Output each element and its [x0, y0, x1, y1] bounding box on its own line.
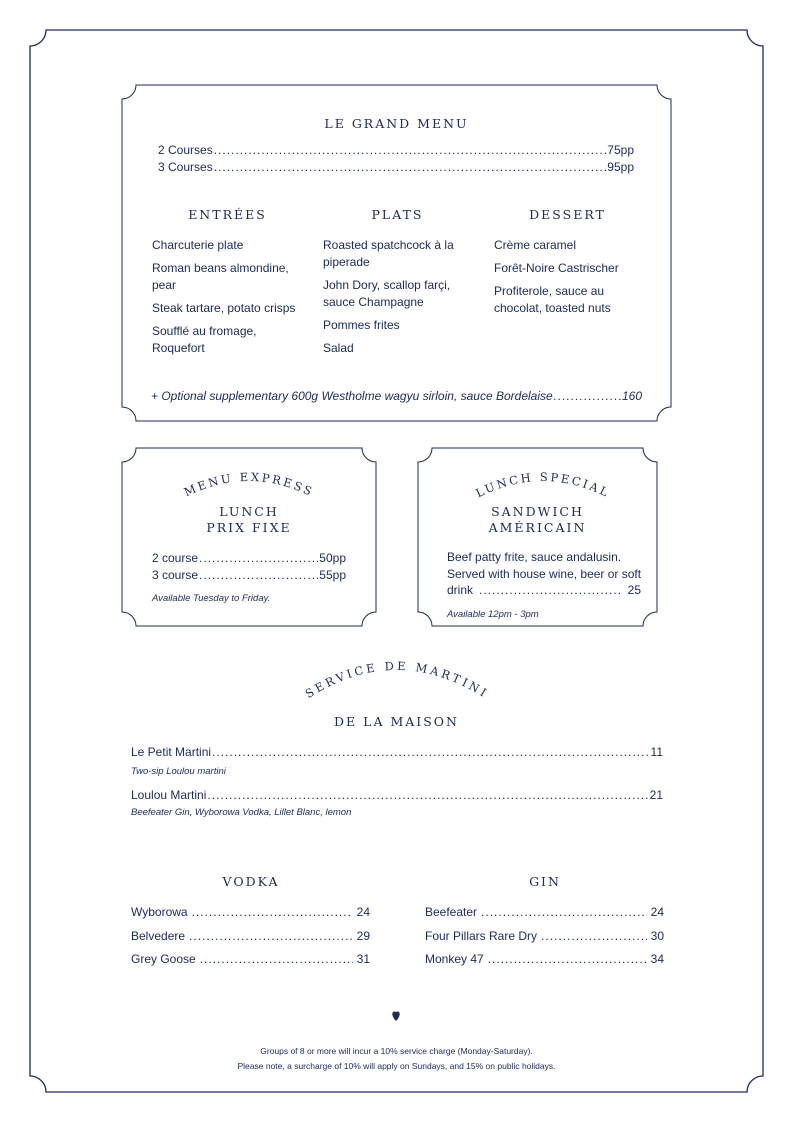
- menu-item: Charcuterie plate: [152, 238, 244, 252]
- footer-line: Groups of 8 or more will incur a 10% service charge (Monday-Saturday).: [260, 1046, 533, 1056]
- grand-menu-title: LE GRAND MENU: [324, 116, 469, 131]
- menu-item: Roman beans almondine, pear: [152, 261, 289, 292]
- description-line: drink: [447, 583, 474, 597]
- dot-leader: [214, 143, 607, 157]
- martini-item-desc: Two-sip Loulou martini: [131, 766, 226, 777]
- dot-leader: [207, 788, 648, 802]
- lunch-special-title: [418, 504, 657, 536]
- menu-item: Roasted spatchcock à la piperade: [323, 238, 454, 269]
- dot-leader: [192, 905, 353, 919]
- plats-list: [323, 237, 473, 363]
- supplement-label: + Optional supplementary 600g Westholme wagyu sirloin, sauce Bordelaise: [151, 389, 553, 403]
- lunch-special-price-line: [447, 583, 641, 597]
- express-arc-title: MENU EXPRESS: [181, 469, 317, 500]
- lunch-special-description: [447, 549, 641, 583]
- section-heading-entrees: ENTRÉES: [188, 207, 267, 222]
- gin-item: [425, 952, 664, 966]
- price-line-3-courses: [158, 160, 634, 174]
- lunch-special-title-line1: SANDWICH: [491, 504, 584, 519]
- price-value: 25: [627, 583, 641, 597]
- express-price-2-course: [152, 551, 346, 565]
- dot-leader: [200, 952, 353, 966]
- gin-item: [425, 905, 664, 919]
- vodka-heading: VODKA: [222, 874, 280, 889]
- martini-item: [131, 788, 663, 802]
- item-name: Le Petit Martini: [131, 745, 212, 759]
- item-name: Beefeater: [425, 905, 478, 919]
- price-value: 55pp: [319, 568, 346, 582]
- lunch-special-note: Available 12pm - 3pm: [447, 609, 539, 620]
- section-heading-plats: PLATS: [371, 207, 424, 222]
- item-name: Wyborowa: [131, 905, 188, 919]
- supplement-line: [151, 389, 642, 403]
- price-label: 2 Courses: [158, 143, 213, 157]
- dot-leader: [479, 583, 622, 597]
- entrees-list: [152, 237, 302, 363]
- dot-leader: [481, 905, 647, 919]
- vodka-item: [131, 905, 370, 919]
- vodka-item: [131, 952, 370, 966]
- express-title-line2: PRIX FIXE: [206, 520, 292, 535]
- item-price: 24: [356, 905, 370, 919]
- menu-item: Profiterole, sauce au chocolat, toasted nuts: [494, 284, 611, 315]
- menu-item: Soufflé au fromage, Roquefort: [152, 324, 257, 355]
- martini-item: [131, 745, 663, 759]
- item-price: 21: [649, 788, 663, 802]
- item-price: 29: [356, 929, 370, 943]
- price-label: 3 course: [152, 568, 199, 582]
- express-price-3-course: [152, 568, 346, 582]
- gin-heading: GIN: [529, 874, 561, 889]
- item-price: 30: [650, 929, 664, 943]
- express-title-line1: LUNCH: [219, 504, 279, 519]
- footer-notes: [0, 1044, 793, 1074]
- dot-leader: [212, 745, 649, 759]
- price-label: 2 course: [152, 551, 199, 565]
- dot-leader: [214, 160, 607, 174]
- item-name: Belvedere: [131, 929, 186, 943]
- description-line: Beef patty frite, sauce andalusin.: [447, 550, 622, 564]
- menu-item: Steak tartare, potato crisps: [152, 301, 296, 315]
- menu-item: John Dory, scallop farçi, sauce Champagne: [323, 278, 451, 309]
- item-price: 34: [650, 952, 664, 966]
- menu-item: Pommes frites: [323, 318, 400, 332]
- dot-leader: [488, 952, 647, 966]
- dot-leader: [199, 568, 318, 582]
- express-title: [122, 504, 376, 536]
- gin-item: [425, 929, 664, 943]
- price-value: 95pp: [607, 160, 634, 174]
- martini-subtitle: DE LA MAISON: [334, 714, 459, 729]
- item-price: 24: [650, 905, 664, 919]
- item-name: Loulou Martini: [131, 788, 207, 802]
- lunch-special-arc-title: LUNCH SPECIAL: [473, 469, 613, 501]
- dessert-list: [494, 237, 644, 323]
- description-line: Served with house wine, beer or soft: [447, 567, 642, 581]
- dot-leader: [189, 929, 353, 943]
- menu-item: Salad: [323, 341, 354, 355]
- lunch-special-title-line2: AMÉRICAIN: [488, 520, 587, 535]
- footer-line: Please note, a surcharge of 10% will apply on Sundays, and 15% on public holidays.: [237, 1061, 556, 1071]
- express-note: Available Tuesday to Friday.: [152, 593, 271, 604]
- menu-item: Forêt-Noire Castrischer: [494, 261, 619, 275]
- dot-leader: [541, 929, 647, 943]
- item-name: Grey Goose: [131, 952, 196, 966]
- section-heading-dessert: DESSERT: [529, 207, 606, 222]
- item-price: 31: [356, 952, 370, 966]
- price-value: 50pp: [319, 551, 346, 565]
- price-label: 3 Courses: [158, 160, 213, 174]
- price-line-2-courses: [158, 143, 634, 157]
- item-price: 11: [650, 745, 663, 759]
- heart-icon: [392, 1011, 399, 1021]
- dot-leader: [554, 389, 621, 403]
- item-name: Monkey 47: [425, 952, 484, 966]
- menu-item: Crème caramel: [494, 238, 577, 252]
- martini-arc-title: SERVICE DE MARTINI: [302, 658, 492, 701]
- price-value: 75pp: [607, 143, 634, 157]
- martini-item-desc: Beefeater Gin, Wyborowa Vodka, Lillet Blanc, lemon: [131, 807, 352, 818]
- dot-leader: [199, 551, 318, 565]
- supplement-price: 160: [621, 389, 642, 403]
- vodka-item: [131, 929, 370, 943]
- item-name: Four Pillars Rare Dry: [425, 929, 538, 943]
